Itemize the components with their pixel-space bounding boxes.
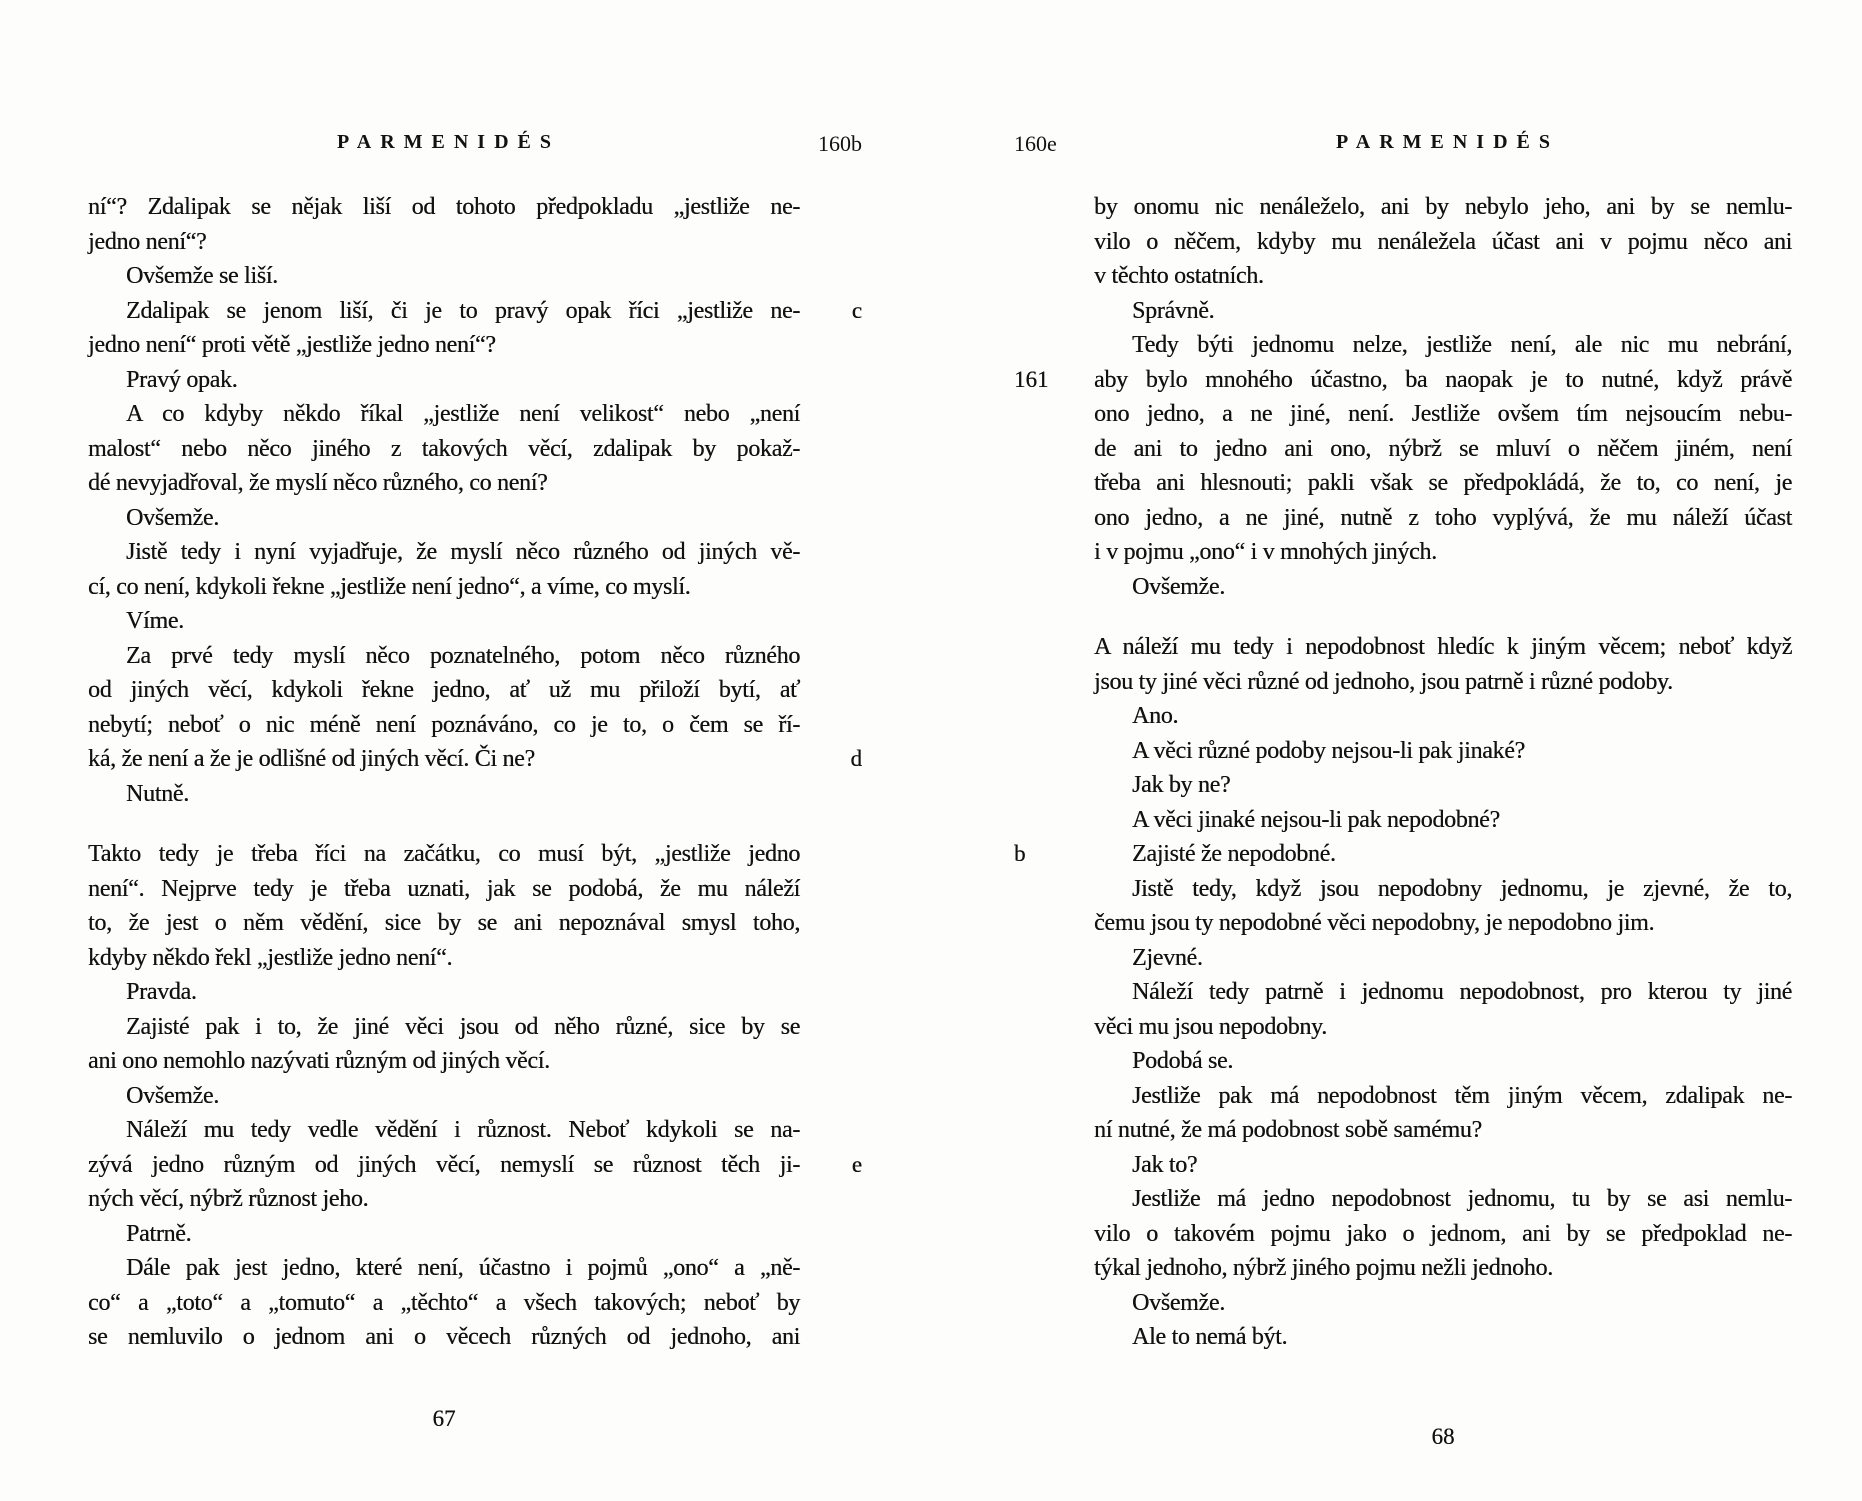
text-line-content: Takto tedy je třeba říci na začátku, co musí být, „jestliže jedno — [88, 841, 800, 867]
text-line-content: de ani to jedno ani ono, nýbrž se mluví o něčem jiném, není — [1094, 435, 1792, 462]
text-line-content: by onomu nic nenáleželo, ani by nebylo jeho, ani by se nemlu- — [1094, 194, 1792, 220]
text-line-content: Ale to nemá být. — [1132, 1324, 1288, 1350]
stephanus-ref-160e: 160e — [1014, 131, 1057, 156]
text-line — [1094, 768, 1792, 803]
stephanus-margin-note: b — [1014, 841, 1026, 866]
text-line-content: Pravý opak. — [126, 366, 238, 393]
running-header-title: PARMENIDÉS — [337, 131, 560, 153]
text-line-content: Ovšemže. — [126, 504, 219, 531]
text-line-content: není“. Nejprve tedy je třeba uznati, jak se podobá, že mu náleží — [88, 875, 800, 902]
text-line-content: Zajisté pak i to, že jiné věci jsou od něho různé, sice by se — [126, 1013, 800, 1040]
text-line — [1094, 1251, 1792, 1286]
text-line-content: jsou ty jiné věci různé od jednoho, jsou patrně i různé podoby. — [1094, 668, 1673, 695]
text-line-content: Patrně. — [126, 1220, 192, 1247]
text-line — [1094, 501, 1792, 536]
text-line — [88, 742, 862, 777]
text-line — [88, 708, 800, 743]
page-text-block — [1014, 190, 1792, 1355]
text-line — [1094, 1182, 1792, 1217]
text-line — [88, 872, 800, 907]
text-line — [1014, 363, 1792, 398]
text-line — [88, 777, 800, 812]
text-line — [88, 941, 800, 976]
text-line-content: vilo o něčem, kdyby mu nenáležela účast ani v pojmu něco ani — [1094, 228, 1792, 255]
text-line-content: A náleží mu tedy i nepodobnost hledíc k jiným věcem; neboť když — [1094, 634, 1792, 660]
text-line-content: Dále pak jest jedno, které není, účastno i pojmů „ono“ a „ně- — [126, 1255, 800, 1281]
text-line-content: se nemluvilo o jednom ani o věcech různých od jednoho, ani — [88, 1324, 800, 1350]
page-number: 68 — [1431, 1424, 1455, 1449]
text-line-content: kdyby někdo řekl „jestliže jedno není“. — [88, 944, 453, 971]
text-line — [1094, 665, 1792, 700]
text-line-content: vilo o takovém pojmu jako o jednom, ani by se předpoklad ne- — [1094, 1220, 1792, 1247]
text-line — [1094, 941, 1792, 976]
text-line — [88, 1148, 862, 1183]
text-line — [1094, 225, 1792, 260]
text-line — [1094, 803, 1792, 838]
text-line — [88, 1251, 800, 1286]
text-line-content: Víme. — [126, 608, 184, 634]
text-line — [1094, 259, 1792, 294]
text-line-content: ono jedno, a ne jiné, nutně z toho vyplývá, že mu náleží účast — [1094, 504, 1792, 531]
text-line-content: malost“ nebo něco jiného z takových věcí, zdalipak by pokaž- — [88, 435, 800, 462]
stephanus-margin-note: e — [851, 1151, 862, 1177]
page-right — [1014, 0, 1792, 1501]
text-line — [88, 432, 800, 467]
text-line-content: ká, že není a že je odlišné od jiných věcí. Či ne? — [88, 746, 535, 772]
text-line-content: ono jedno, a ne jiné, není. Jestliže ovšem tím nejsoucím nebu- — [1094, 401, 1792, 427]
text-line — [88, 466, 800, 501]
text-line-content: zývá jedno různým od jiných věcí, nemyslí se různost těch ji- — [88, 1151, 800, 1178]
text-line — [88, 1044, 800, 1079]
text-line-content: Správně. — [1132, 297, 1215, 324]
running-header — [88, 131, 800, 154]
text-line-content: Ovšemže. — [1132, 1289, 1225, 1316]
text-line — [1094, 535, 1792, 570]
text-line-content: ani ono nemohlo nazývati různým od jiných věcí. — [88, 1048, 550, 1074]
text-line — [88, 328, 800, 363]
text-line-content: Jestliže pak má nepodobnost těm jiným věcem, zdalipak ne- — [1132, 1082, 1792, 1109]
text-line — [88, 975, 800, 1010]
text-line-content: A věci jinaké nejsou-li pak nepodobné? — [1132, 806, 1500, 833]
text-line-content: Ovšemže. — [126, 1082, 219, 1109]
text-line — [1094, 432, 1792, 467]
text-line-content: Jistě tedy i nyní vyjadřuje, že myslí něco různého od jiných vě- — [126, 539, 800, 565]
text-line-content: třeba ani hlesnouti; pakli však se předpokládá, že to, co není, je — [1094, 470, 1792, 496]
text-line — [88, 1079, 800, 1114]
text-line — [1094, 872, 1792, 907]
text-line-content: Jistě tedy, když jsou nepodobny jednomu, je zjevné, že to, — [1132, 875, 1792, 902]
text-line — [1094, 1113, 1792, 1148]
text-line-content: Zjevné. — [1132, 944, 1203, 971]
text-line — [1014, 837, 1792, 872]
text-line — [88, 501, 800, 536]
text-line — [88, 604, 800, 639]
text-line-content: nebytí; neboť o nic méně není poznáváno, co je to, o čem se ří- — [88, 711, 800, 738]
stephanus-margin-note: 161 — [1014, 366, 1049, 392]
text-line-content: věci mu jsou nepodobny. — [1094, 1013, 1327, 1040]
text-line — [88, 1286, 800, 1321]
text-line-content: ní nutné, že má podobnost sobě samému? — [1094, 1117, 1482, 1143]
text-line — [1094, 1010, 1792, 1045]
text-line — [88, 190, 800, 225]
text-line — [88, 397, 800, 432]
text-line-content: Podobá se. — [1132, 1048, 1233, 1074]
text-line — [1094, 570, 1792, 605]
text-line — [88, 837, 800, 872]
text-line — [88, 570, 800, 605]
text-line — [1094, 397, 1792, 432]
text-line-content: týkal jednoho, nýbrž jiného pojmu nežli jednoho. — [1094, 1255, 1553, 1281]
page-left — [88, 0, 862, 1501]
text-line-content: jedno není“? — [88, 228, 207, 255]
text-line — [88, 535, 800, 570]
text-line-content: Zajisté že nepodobné. — [1132, 841, 1336, 867]
text-line-content: Ano. — [1132, 703, 1179, 729]
text-line-content: Zdalipak se jenom liší, či je to pravý opak říci „jestliže ne- — [126, 297, 800, 324]
text-line — [88, 1320, 800, 1355]
text-line-content: Náleží mu tedy vedle vědění i různost. Neboť kdykoli se na- — [126, 1117, 800, 1143]
text-line-content: Ovšemže se liší. — [126, 263, 278, 289]
text-line-content: i v pojmu „ono“ i v mnohých jiných. — [1094, 539, 1437, 565]
text-line-content: Nutně. — [126, 780, 189, 807]
text-line — [1094, 1320, 1792, 1355]
text-line-content: Ovšemže. — [1132, 573, 1225, 600]
stephanus-ref-160b: 160b — [818, 131, 862, 156]
text-line — [1094, 1079, 1792, 1114]
text-line-content: ných věcí, nýbrž různost jeho. — [88, 1186, 369, 1212]
text-line-content: od jiných věcí, kdykoli řekne jedno, ať už mu přiloží bytí, ať — [88, 677, 800, 703]
stephanus-margin-note: d — [850, 746, 862, 771]
text-line — [88, 1217, 800, 1252]
text-line-content: jedno není“ proti větě „jestliže jedno není“? — [88, 332, 496, 358]
text-line — [1094, 734, 1792, 769]
text-line — [1094, 906, 1792, 941]
text-line — [1094, 630, 1792, 665]
page-number: 67 — [432, 1406, 456, 1431]
text-line — [1094, 466, 1792, 501]
text-line-content: Za prvé tedy myslí něco poznatelného, potom něco různého — [126, 642, 800, 669]
text-line — [1094, 1148, 1792, 1183]
text-line-content: aby bylo mnohého účastno, ba naopak je to nutné, když právě — [1094, 366, 1792, 393]
text-line — [1094, 190, 1792, 225]
text-line — [88, 363, 800, 398]
text-line-content: cí, co není, kdykoli řekne „jestliže není jedno“, a víme, co myslí. — [88, 573, 691, 600]
text-line-content: Jak by ne? — [1132, 772, 1231, 798]
text-line — [88, 294, 862, 329]
text-line-content: v těchto ostatních. — [1094, 263, 1264, 289]
running-header-title: PARMENIDÉS — [1336, 131, 1559, 153]
text-line — [1094, 1044, 1792, 1079]
text-line-content: Jestliže má jedno nepodobnost jednomu, tu by se asi nemlu- — [1132, 1186, 1792, 1212]
text-line — [88, 639, 800, 674]
text-line-content: Jak to? — [1132, 1151, 1198, 1178]
text-line-content: A co kdyby někdo říkal „jestliže není velikost“ nebo „není — [126, 401, 800, 427]
text-line — [88, 1113, 800, 1148]
text-line-content: co“ a „toto“ a „tomuto“ a „těchto“ a všech takových; neboť by — [88, 1289, 800, 1316]
text-line — [88, 259, 800, 294]
text-line-content: dé nevyjadřoval, že myslí něco různého, co není? — [88, 470, 548, 496]
running-header — [1094, 131, 1792, 154]
text-line-content: ní“? Zdalipak se nějak liší od tohoto předpokladu „jestliže ne- — [88, 194, 800, 220]
text-line — [88, 1010, 800, 1045]
text-line-content: čemu jsou ty nepodobné věci nepodobny, je nepodobno jim. — [1094, 910, 1655, 936]
text-line — [88, 906, 800, 941]
text-line — [1094, 294, 1792, 329]
text-line — [1094, 699, 1792, 734]
text-line-content: Tedy býti jednomu nelze, jestliže není, ale nic mu nebrání, — [1132, 332, 1792, 358]
text-line — [88, 225, 800, 260]
text-line-content: Náleží tedy patrně i jednomu nepodobnost, pro kterou ty jiné — [1132, 979, 1792, 1005]
page-text-block — [88, 190, 862, 1355]
text-line — [88, 673, 800, 708]
text-line — [1094, 328, 1792, 363]
text-line — [88, 1182, 800, 1217]
text-line-content: Pravda. — [126, 979, 197, 1005]
text-line-content: A věci různé podoby nejsou-li pak jinaké? — [1132, 737, 1525, 764]
stephanus-margin-note: c — [851, 297, 862, 323]
text-line — [1094, 1217, 1792, 1252]
text-line — [1094, 975, 1792, 1010]
text-line — [1094, 1286, 1792, 1321]
text-line-content: to, že jest o něm vědění, sice by se ani nepoznával smysl toho, — [88, 910, 800, 936]
